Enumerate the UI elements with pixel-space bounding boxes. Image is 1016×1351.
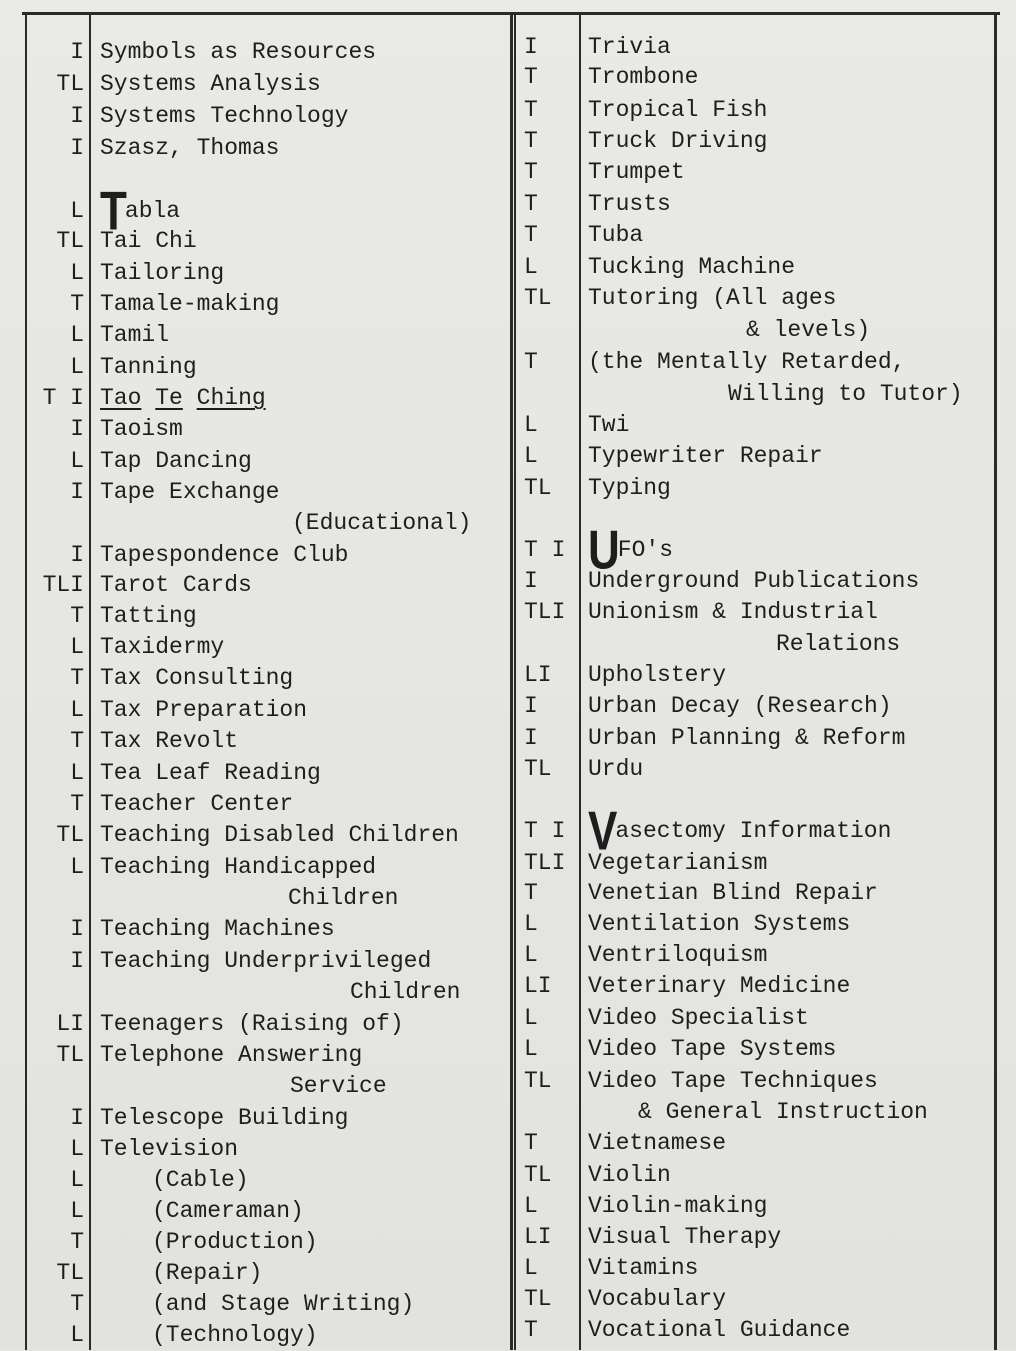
entry-term: Tapespondence Club [100,542,349,568]
level-code: L [70,260,84,286]
level-code: L [70,198,84,224]
list-item [514,220,1014,251]
level-code: I [70,416,84,442]
list-item [0,946,510,977]
list-item [514,909,1014,940]
list-item [514,189,1014,220]
list-item [514,1160,1014,1191]
level-code: I [70,916,84,942]
entry-continuation: (Educational) [292,510,472,536]
entry-term: Vegetarianism [588,850,768,876]
entry-term: Tanning [100,354,197,380]
entry-term-rest: abla [124,198,181,224]
list-item [514,1034,1014,1065]
entry-term: Urban Planning & Reform [588,725,906,751]
list-item [0,1009,510,1040]
underlined-word: Ching [196,385,266,411]
entry-term: Upholstery [588,662,727,688]
entry-term: Szasz, Thomas [100,135,280,161]
list-item [514,1284,1014,1315]
list-item [514,1003,1014,1034]
entry-term [100,180,181,242]
list-item [514,1097,1014,1128]
entry-term: Urdu [588,756,644,782]
level-code: TL [524,1068,552,1094]
entry-term: Trivia [588,34,671,60]
level-code: L [524,911,538,937]
level-code: I [524,693,538,719]
entry-term: Unionism & Industrial [588,599,878,625]
entry-term: Vitamins [588,1255,699,1281]
level-code: L [70,448,84,474]
entry-term: Ventriloquism [588,942,768,968]
level-code: TLI [524,850,566,876]
list-item [514,971,1014,1002]
level-code: I [524,34,538,60]
entry-term: Teaching Underprivileged [100,948,432,974]
level-code: T [524,1317,538,1343]
list-item [514,157,1014,188]
entry-term: Teaching Machines [100,916,335,942]
entry-term: Tap Dancing [100,448,252,474]
list-item [0,977,510,1008]
underlined-word: Tao [100,385,142,411]
entry-term [588,519,673,581]
list-item [514,62,1014,93]
level-code: L [70,1167,84,1193]
level-code: TL [56,1042,84,1068]
level-code: T [70,603,84,629]
list-item [0,540,510,571]
level-code: I [70,542,84,568]
level-code: TL [524,756,552,782]
entry-term: (the Mentally Retarded, [588,349,906,375]
entry-term: Underground Publications [588,568,920,594]
list-item [0,726,510,757]
entry-term: Tea Leaf Reading [100,760,321,786]
list-item [514,379,1014,410]
entry-term: Trombone [588,64,699,90]
list-item [0,789,510,820]
list-item [0,508,510,539]
level-code: T [70,1229,84,1255]
list-item [514,848,1014,879]
list-item [514,754,1014,785]
entry-term: Tamil [100,322,170,348]
entry-term: Tape Exchange [100,479,280,505]
list-item [0,383,510,414]
list-item [0,1196,510,1227]
entry-term: Television [100,1136,239,1162]
entry-continuation: & levels) [746,317,871,343]
level-code: I [524,568,538,594]
list-item [0,663,510,694]
level-code: L [70,697,84,723]
list-item [0,352,510,383]
level-code: L [524,254,538,280]
entry-term: Tucking Machine [588,254,796,280]
list-item [514,32,1014,63]
list-item [514,441,1014,472]
entry-term: Vietnamese [588,1130,727,1156]
entry-term: Trumpet [588,159,685,185]
list-item [514,252,1014,283]
level-code: T I [524,537,566,563]
entry-term: Tailoring [100,260,225,286]
list-item [0,69,510,100]
entry-term-rest: asectomy Information [615,818,892,844]
level-code: L [70,1322,84,1348]
entry-term: Telescope Building [100,1105,349,1131]
list-item [0,852,510,883]
list-item [514,1191,1014,1222]
list-item [0,914,510,945]
level-code: T [524,349,538,375]
entry-term: Teenagers (Raising of) [100,1011,404,1037]
entry-term: Violin [588,1162,671,1188]
level-code: T [524,191,538,217]
entry-term: Teacher Center [100,791,294,817]
level-code: TL [56,71,84,97]
list-item [514,315,1014,346]
level-code: L [524,1193,538,1219]
level-code: T [524,97,538,123]
level-code: L [524,1255,538,1281]
level-code: T [524,222,538,248]
list-item [514,878,1014,909]
list-item [0,570,510,601]
level-code: L [524,1036,538,1062]
list-item [0,1103,510,1134]
entry-subterm: (Repair) [152,1260,263,1286]
list-item [0,258,510,289]
entry-term: Typing [588,475,671,501]
level-code: L [524,942,538,968]
level-code: T [524,1130,538,1156]
entry-term: Tax Revolt [100,728,239,754]
list-item [514,410,1014,441]
entry-term: Violin-making [588,1193,768,1219]
list-item [514,95,1014,126]
entry-continuation: Children [288,885,399,911]
entry-term-rest: FO's [617,537,673,563]
list-item [0,1165,510,1196]
list-item [514,473,1014,504]
entry-term: Twi [588,412,630,438]
entry-term: Visual Therapy [588,1224,782,1250]
level-code: L [524,443,538,469]
list-item [514,800,1014,862]
level-code: T [70,728,84,754]
level-code: TLI [42,572,84,598]
list-item [0,133,510,164]
level-code: T [70,665,84,691]
level-code: LI [524,662,552,688]
list-item [0,883,510,914]
underlined-word: Te [155,385,183,411]
entry-term: Tax Preparation [100,697,308,723]
level-code: T [524,159,538,185]
entry-term: Vocabulary [588,1286,727,1312]
list-item [514,723,1014,754]
entry-term: Symbols as Resources [100,39,377,65]
list-item [514,283,1014,314]
entry-term: Taoism [100,416,183,442]
entry-continuation: & General Instruction [638,1099,928,1125]
level-code: TL [56,822,84,848]
section-letter: V [588,800,618,862]
entry-term: Tai Chi [100,228,197,254]
entry-continuation: Children [350,979,461,1005]
list-item [514,691,1014,722]
level-code: I [70,948,84,974]
level-code: I [70,135,84,161]
entry-subterm: (and Stage Writing) [152,1291,415,1317]
level-code: L [524,412,538,438]
section-letter: T [100,180,127,242]
level-code: L [70,322,84,348]
entry-term: Tamale-making [100,291,280,317]
entry-term: Urban Decay (Research) [588,693,892,719]
entry-term: Typewriter Repair [588,443,823,469]
level-code: TL [524,285,552,311]
level-code: T [524,64,538,90]
list-item [0,820,510,851]
list-item [0,289,510,320]
list-item [0,695,510,726]
list-item [0,1134,510,1165]
list-item [0,446,510,477]
entry-subterm: (Cable) [152,1167,249,1193]
entry-term [588,800,892,862]
level-code: T [524,128,538,154]
entry-term: Venetian Blind Repair [588,880,878,906]
entry-term: Tropical Fish [588,97,768,123]
entry-term: Teaching Disabled Children [100,822,459,848]
level-code: L [70,760,84,786]
list-item [0,320,510,351]
entry-term: Teaching Handicapped [100,854,377,880]
entry-subterm: (Production) [152,1229,318,1255]
entry-term: Video Tape Techniques [588,1068,878,1094]
entry-term: Tutoring (All ages [588,285,837,311]
list-item [514,126,1014,157]
level-code: L [524,1005,538,1031]
level-code: I [70,1105,84,1131]
entry-continuation: Willing to Tutor) [728,381,963,407]
level-code: T [70,1291,84,1317]
list-item [0,1040,510,1071]
level-code: LI [524,1224,552,1250]
level-code: LI [524,973,552,999]
list-item [0,758,510,789]
level-code: TL [524,475,552,501]
entry-term: Veterinary Medicine [588,973,851,999]
list-item [514,1066,1014,1097]
entry-term: Vocational Guidance [588,1317,851,1343]
list-item [0,601,510,632]
level-code: LI [56,1011,84,1037]
level-code: I [70,39,84,65]
entry-continuation: Service [290,1073,387,1099]
entry-term: Tatting [100,603,197,629]
list-item [0,226,510,257]
list-item [0,1289,510,1320]
entry-subterm: (Technology) [152,1322,318,1348]
center-divider [510,14,513,1350]
level-code: I [70,103,84,129]
level-code: TL [524,1162,552,1188]
entry-term: Truck Driving [588,128,768,154]
level-code: T [70,791,84,817]
list-item [514,660,1014,691]
level-code: I [524,725,538,751]
entry-term: Tuba [588,222,644,248]
list-item [0,37,510,68]
entry-subterm: (Cameraman) [152,1198,304,1224]
list-item [514,597,1014,628]
level-code: T I [42,385,84,411]
entry-term: Trusts [588,191,671,217]
entry-term: Telephone Answering [100,1042,363,1068]
entry-term: Tax Consulting [100,665,294,691]
entry-term: Tarot Cards [100,572,252,598]
level-code: L [70,854,84,880]
level-code: TL [56,228,84,254]
level-code: T [524,880,538,906]
list-item [514,566,1014,597]
level-code: T [70,291,84,317]
entry-continuation: Relations [776,631,901,657]
entry-term: Video Specialist [588,1005,809,1031]
list-item [0,477,510,508]
level-code: I [70,479,84,505]
list-item [514,1128,1014,1159]
entry-term: Video Tape Systems [588,1036,837,1062]
entry-term: Taxidermy [100,634,225,660]
list-item [0,1320,510,1351]
list-item [0,101,510,132]
list-item [0,1071,510,1102]
entry-term: Systems Technology [100,103,349,129]
level-code: TL [524,1286,552,1312]
list-item [0,1227,510,1258]
level-code: TL [56,1260,84,1286]
entry-term [100,383,266,414]
level-code: L [70,634,84,660]
list-item [0,414,510,445]
level-code: L [70,354,84,380]
list-item [514,1315,1014,1346]
entry-term: Ventilation Systems [588,911,851,937]
list-item [0,632,510,663]
level-code: L [70,1198,84,1224]
list-item [514,1222,1014,1253]
list-item [514,940,1014,971]
list-item [514,1253,1014,1284]
level-code: L [70,1136,84,1162]
list-item [514,347,1014,378]
section-letter: U [588,519,620,581]
list-item [514,629,1014,660]
list-item [0,1258,510,1289]
level-code: TLI [524,599,566,625]
level-code: T I [524,818,566,844]
entry-term: Systems Analysis [100,71,321,97]
